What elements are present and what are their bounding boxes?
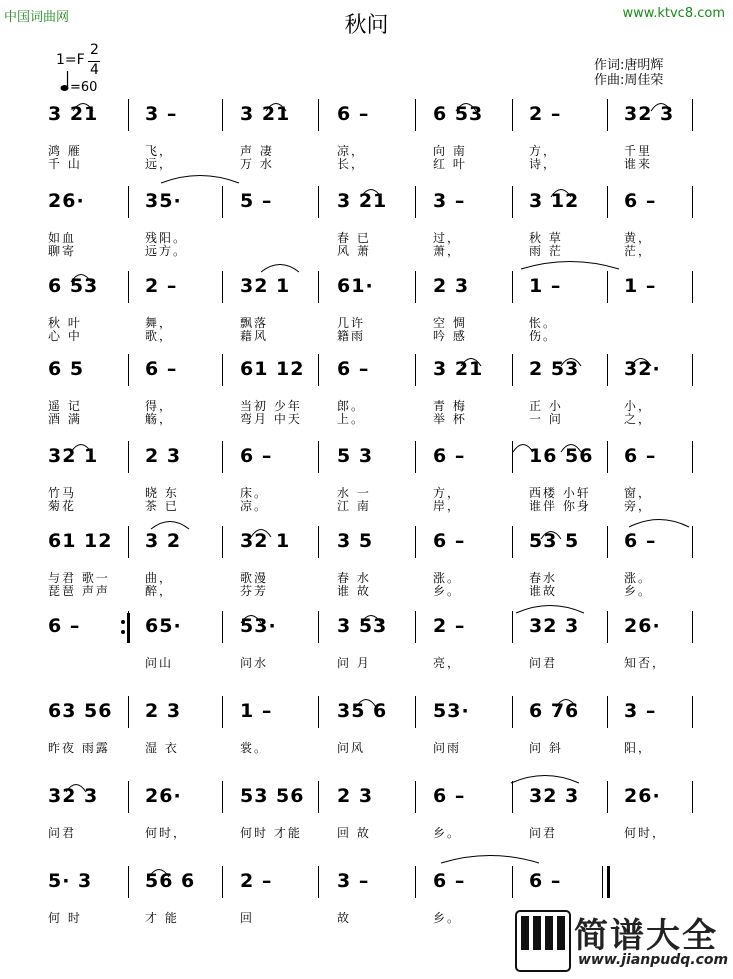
barline bbox=[128, 866, 129, 898]
lyric-verse-2: 茶 已 bbox=[145, 499, 179, 513]
lyric-verse-2: 举 杯 bbox=[433, 412, 467, 426]
lyric-verse-2: 谁伴 你身 bbox=[529, 499, 591, 513]
measure-notes: 6 – bbox=[433, 785, 466, 807]
barline bbox=[415, 354, 416, 386]
slur-mark bbox=[628, 516, 690, 528]
barline bbox=[222, 781, 223, 813]
barline bbox=[415, 186, 416, 218]
lyric-verse-2: 心 中 bbox=[48, 329, 82, 343]
lyric-verse-1: 晓 东 bbox=[145, 486, 179, 500]
final-barline bbox=[607, 866, 610, 898]
barline bbox=[692, 271, 693, 303]
measure-notes: 6 76 bbox=[529, 700, 580, 722]
time-signature-bottom: 4 bbox=[90, 62, 99, 78]
measure-notes: 26· bbox=[624, 785, 661, 807]
barline bbox=[222, 99, 223, 131]
lyric-verse-2: 诗， bbox=[529, 157, 558, 171]
lyric-verse-1: 何时 才能 bbox=[240, 826, 302, 840]
lyric-verse-1: 方， bbox=[433, 486, 462, 500]
barline bbox=[128, 354, 129, 386]
slur-mark bbox=[455, 100, 477, 112]
slur-mark bbox=[360, 186, 382, 198]
tempo-mark: =60 bbox=[70, 80, 98, 95]
lyricist-credit: 作词:唐明辉 bbox=[594, 58, 664, 73]
measure-notes: 6 – bbox=[433, 445, 466, 467]
lyric-verse-2: 千 山 bbox=[48, 157, 82, 171]
slur-mark bbox=[150, 518, 190, 530]
barline bbox=[318, 781, 319, 813]
measure-notes: 6 53 bbox=[48, 275, 99, 297]
lyric-verse-1: 涨。 bbox=[624, 571, 653, 585]
barline bbox=[128, 696, 129, 728]
measure-notes: 1 – bbox=[624, 275, 657, 297]
measure-notes: 32 3 bbox=[48, 785, 99, 807]
lyric-verse-2: 谁故 bbox=[529, 584, 558, 598]
lyric-verse-1: 问 月 bbox=[337, 656, 371, 670]
barline bbox=[128, 271, 129, 303]
lyric-verse-1: 秋 叶 bbox=[48, 316, 82, 330]
lyric-verse-1: 几许 bbox=[337, 316, 366, 330]
lyric-verse-2: 萧， bbox=[433, 244, 462, 258]
barline bbox=[222, 186, 223, 218]
measure-notes: 3 – bbox=[145, 103, 178, 125]
measure-notes: 35 6 bbox=[337, 700, 388, 722]
lyric-verse-1: 窗， bbox=[624, 486, 653, 500]
lyric-verse-2: 长， bbox=[337, 157, 366, 171]
barline bbox=[692, 99, 693, 131]
measure-notes: 32 3 bbox=[529, 615, 580, 637]
lyric-verse-2: 万 水 bbox=[240, 157, 274, 171]
lyric-verse-1: 春水 bbox=[529, 571, 558, 585]
slur-mark bbox=[630, 355, 652, 367]
barline bbox=[415, 271, 416, 303]
lyric-verse-1: 回 故 bbox=[337, 826, 371, 840]
song-title: 秋问 bbox=[344, 13, 389, 38]
lyric-verse-1: 问雨 bbox=[433, 741, 462, 755]
lyric-verse-1: 问风 bbox=[337, 741, 366, 755]
barline bbox=[607, 271, 608, 303]
measure-notes: 1 – bbox=[240, 700, 273, 722]
lyric-verse-1: 问山 bbox=[145, 656, 174, 670]
lyric-verse-2: 醉， bbox=[145, 584, 174, 598]
measure-notes: 26· bbox=[48, 190, 85, 212]
lyric-verse-1: 回 bbox=[240, 911, 255, 925]
barline bbox=[318, 866, 319, 898]
slur-mark bbox=[240, 612, 262, 624]
lyric-verse-1: 青 梅 bbox=[433, 399, 467, 413]
lyric-verse-1: 问 斜 bbox=[529, 741, 563, 755]
barline bbox=[692, 354, 693, 386]
lyric-verse-1: 问君 bbox=[529, 656, 558, 670]
measure-notes: 2 – bbox=[433, 615, 466, 637]
measure-notes: 3 21 bbox=[337, 190, 388, 212]
barline bbox=[318, 99, 319, 131]
lyric-verse-1: 舞， bbox=[145, 316, 174, 330]
lyric-verse-2: 藉风 bbox=[240, 329, 269, 343]
lyric-verse-2: 谁来 bbox=[624, 157, 653, 171]
slur-mark bbox=[72, 100, 94, 112]
measure-notes: 6 – bbox=[624, 445, 657, 467]
measure-notes: 26· bbox=[624, 615, 661, 637]
lyric-verse-1: 怅。 bbox=[529, 316, 558, 330]
lyric-verse-1: 郎。 bbox=[337, 399, 366, 413]
barline bbox=[128, 99, 129, 131]
barline bbox=[318, 611, 319, 643]
lyric-verse-1: 问君 bbox=[48, 826, 77, 840]
measure-notes: 6 – bbox=[529, 870, 562, 892]
lyric-verse-2: 雨 茫 bbox=[529, 244, 563, 258]
measure-notes: 2 – bbox=[145, 275, 178, 297]
barline bbox=[222, 526, 223, 558]
slur-mark bbox=[650, 100, 672, 112]
barline bbox=[607, 696, 608, 728]
site-url-right[interactable]: www.ktvc8.com bbox=[622, 6, 725, 21]
barline bbox=[607, 526, 608, 558]
measure-notes: 61· bbox=[337, 275, 374, 297]
measure-notes: 6 – bbox=[433, 530, 466, 552]
measure-notes: 63 56 bbox=[48, 700, 113, 722]
slur-mark bbox=[70, 271, 92, 283]
lyric-verse-1: 凉， bbox=[337, 144, 366, 158]
lyric-verse-1: 声 凄 bbox=[240, 144, 274, 158]
measure-notes: 53 56 bbox=[240, 785, 305, 807]
lyric-verse-2: 乡。 bbox=[624, 584, 653, 598]
measure-notes: 6 – bbox=[337, 103, 370, 125]
slur-mark bbox=[512, 441, 534, 453]
slur-mark bbox=[515, 602, 585, 614]
lyric-verse-1: 春 水 bbox=[337, 571, 371, 585]
measure-notes: 5 – bbox=[240, 190, 273, 212]
lyric-verse-1: 得， bbox=[145, 399, 174, 413]
barline bbox=[415, 526, 416, 558]
barline bbox=[128, 781, 129, 813]
barline bbox=[222, 271, 223, 303]
lyric-verse-2: 歌， bbox=[145, 329, 174, 343]
barline bbox=[415, 866, 416, 898]
lyric-verse-2: 聊寄 bbox=[48, 244, 77, 258]
measure-notes: 32 1 bbox=[240, 530, 291, 552]
lyric-verse-2: 远， bbox=[145, 157, 174, 171]
barline bbox=[512, 696, 513, 728]
barline bbox=[512, 99, 513, 131]
lyric-verse-1: 问君 bbox=[529, 826, 558, 840]
lyric-verse-1: 乡。 bbox=[433, 826, 462, 840]
slur-mark bbox=[250, 526, 272, 538]
measure-notes: 3 – bbox=[433, 190, 466, 212]
lyric-verse-1: 残阳。 bbox=[145, 231, 188, 245]
lyric-verse-1: 春 已 bbox=[337, 231, 371, 245]
measure-notes: 2 3 bbox=[433, 275, 470, 297]
barline bbox=[512, 611, 513, 643]
final-barline-thin bbox=[602, 866, 603, 898]
lyric-verse-2: 江 南 bbox=[337, 499, 371, 513]
slur-mark bbox=[440, 852, 540, 864]
barline bbox=[415, 781, 416, 813]
measure-notes: 3 2 bbox=[145, 530, 182, 552]
measure-notes: 2 3 bbox=[145, 700, 182, 722]
measure-notes: 26· bbox=[145, 785, 182, 807]
lyric-verse-1: 鸿 雁 bbox=[48, 144, 82, 158]
lyric-verse-2: 风 萧 bbox=[337, 244, 371, 258]
barline bbox=[415, 611, 416, 643]
barline bbox=[318, 526, 319, 558]
time-signature-top: 2 bbox=[90, 42, 99, 58]
logo-url[interactable]: www.jianpudq.com bbox=[578, 952, 729, 968]
slur-mark bbox=[265, 100, 287, 112]
lyric-verse-2: 红 叶 bbox=[433, 157, 467, 171]
measure-notes: 61 12 bbox=[48, 530, 113, 552]
key-signature: 1=F bbox=[56, 52, 85, 68]
measure-notes: 32 1 bbox=[48, 445, 99, 467]
barline bbox=[415, 99, 416, 131]
lyric-verse-2: 籍雨 bbox=[337, 329, 366, 343]
barline bbox=[415, 441, 416, 473]
barline bbox=[318, 186, 319, 218]
measure-notes: 2 3 bbox=[337, 785, 374, 807]
lyric-verse-1: 问水 bbox=[240, 656, 269, 670]
barline bbox=[128, 441, 129, 473]
composer-credit: 作曲:周佳荣 bbox=[594, 73, 664, 88]
lyric-verse-2: 弯月 中天 bbox=[240, 412, 302, 426]
slur-mark bbox=[560, 355, 582, 367]
lyric-verse-1: 向 南 bbox=[433, 144, 467, 158]
barline bbox=[222, 441, 223, 473]
lyric-verse-2: 上。 bbox=[337, 412, 366, 426]
slur-mark bbox=[160, 172, 240, 184]
lyric-verse-1: 方， bbox=[529, 144, 558, 158]
measure-notes: 6 – bbox=[145, 358, 178, 380]
lyric-verse-1: 曲， bbox=[145, 571, 174, 585]
lyric-verse-1: 正 小 bbox=[529, 399, 563, 413]
lyric-verse-2: 谁 故 bbox=[337, 584, 371, 598]
measure-notes: 56 6 bbox=[145, 870, 196, 892]
measure-notes: 53· bbox=[240, 615, 277, 637]
lyric-verse-2: 凉。 bbox=[240, 499, 269, 513]
lyric-verse-1: 空 惆 bbox=[433, 316, 467, 330]
measure-notes: 3 53 bbox=[337, 615, 388, 637]
lyric-verse-2: 伤。 bbox=[529, 329, 558, 343]
slur-mark bbox=[555, 696, 577, 708]
measure-notes: 2 – bbox=[240, 870, 273, 892]
piano-keys-icon bbox=[515, 910, 571, 976]
measure-notes: 3 5 bbox=[337, 530, 374, 552]
lyric-verse-2: 琵琶 声声 bbox=[48, 584, 110, 598]
slur-mark bbox=[550, 186, 572, 198]
lyric-verse-1: 涨。 bbox=[433, 571, 462, 585]
lyric-verse-1: 千里 bbox=[624, 144, 653, 158]
measure-notes: 3 21 bbox=[240, 103, 291, 125]
barline bbox=[128, 526, 129, 558]
barline bbox=[692, 441, 693, 473]
barline bbox=[222, 611, 223, 643]
lyric-verse-1: 黄， bbox=[624, 231, 653, 245]
barline bbox=[318, 441, 319, 473]
measure-notes: 61 12 bbox=[240, 358, 305, 380]
lyric-verse-2: 吟 感 bbox=[433, 329, 467, 343]
slur-mark bbox=[510, 772, 580, 784]
barline bbox=[692, 611, 693, 643]
barline bbox=[607, 99, 608, 131]
barline bbox=[512, 866, 513, 898]
lyric-verse-1: 与君 歌一 bbox=[48, 571, 110, 585]
lyric-verse-2: 茫， bbox=[624, 244, 653, 258]
measure-notes: 53 5 bbox=[529, 530, 580, 552]
measure-notes: 2 53 bbox=[529, 358, 580, 380]
quarter-note-icon bbox=[60, 70, 70, 96]
measure-notes: 5 3 bbox=[337, 445, 374, 467]
lyric-verse-2: 芬芳 bbox=[240, 584, 269, 598]
lyric-verse-1: 西楼 小轩 bbox=[529, 486, 591, 500]
barline bbox=[692, 696, 693, 728]
measure-notes: 6 – bbox=[48, 615, 81, 637]
lyric-verse-1: 小， bbox=[624, 399, 653, 413]
lyric-verse-1: 故 bbox=[337, 911, 352, 925]
lyric-verse-1: 裳。 bbox=[240, 741, 269, 755]
lyric-verse-2: 酒 满 bbox=[48, 412, 82, 426]
site-name-left[interactable]: 中国词曲网 bbox=[4, 10, 70, 25]
barline bbox=[692, 781, 693, 813]
slur-mark bbox=[70, 441, 92, 453]
slur-mark bbox=[260, 261, 300, 273]
barline bbox=[415, 696, 416, 728]
barline bbox=[607, 441, 608, 473]
lyric-verse-2: 乡。 bbox=[433, 584, 462, 598]
slur-mark bbox=[360, 612, 382, 624]
barline bbox=[692, 526, 693, 558]
lyric-verse-1: 才 能 bbox=[145, 911, 179, 925]
measure-notes: 35· bbox=[145, 190, 182, 212]
slur-mark bbox=[148, 866, 170, 878]
measure-notes: 3 12 bbox=[529, 190, 580, 212]
barline bbox=[318, 354, 319, 386]
measure-notes: 32 3 bbox=[624, 103, 675, 125]
measure-notes: 5· 3 bbox=[48, 870, 93, 892]
lyric-verse-1: 秋 草 bbox=[529, 231, 563, 245]
measure-notes: 32 1 bbox=[240, 275, 291, 297]
lyric-verse-1: 何时， bbox=[624, 826, 667, 840]
measure-notes: 6 – bbox=[624, 190, 657, 212]
lyric-verse-1: 水 一 bbox=[337, 486, 371, 500]
lyric-verse-1: 乡。 bbox=[433, 911, 462, 925]
slur-mark bbox=[540, 528, 562, 540]
lyric-verse-2: 岸， bbox=[433, 499, 462, 513]
measure-notes: 6 – bbox=[624, 530, 657, 552]
barline bbox=[318, 271, 319, 303]
lyric-verse-2: 一 问 bbox=[529, 412, 563, 426]
measure-notes: 3 – bbox=[337, 870, 370, 892]
measure-notes: 6 5 bbox=[48, 358, 85, 380]
barline bbox=[222, 354, 223, 386]
measure-notes: 6 53 bbox=[433, 103, 484, 125]
barline bbox=[607, 781, 608, 813]
measure-notes: 53· bbox=[433, 700, 470, 722]
lyric-verse-1: 亮， bbox=[433, 656, 462, 670]
lyric-verse-1: 知否， bbox=[624, 656, 667, 670]
lyric-verse-2: 远方。 bbox=[145, 244, 188, 258]
repeat-sign-icon bbox=[120, 613, 132, 647]
measure-notes: 16 56 bbox=[529, 445, 594, 467]
lyric-verse-1: 飞， bbox=[145, 144, 174, 158]
barline bbox=[607, 354, 608, 386]
slur-mark bbox=[560, 441, 582, 453]
barline bbox=[128, 186, 129, 218]
measure-notes: 32· bbox=[624, 358, 661, 380]
measure-notes: 65· bbox=[145, 615, 182, 637]
lyric-verse-1: 遥 记 bbox=[48, 399, 82, 413]
lyric-verse-1: 如血 bbox=[48, 231, 77, 245]
lyric-verse-1: 当初 少年 bbox=[240, 399, 302, 413]
measure-notes: 6 – bbox=[240, 445, 273, 467]
lyric-verse-1: 何时， bbox=[145, 826, 188, 840]
slur-mark bbox=[65, 781, 87, 793]
lyric-verse-2: 之， bbox=[624, 412, 653, 426]
measure-notes: 6 – bbox=[337, 358, 370, 380]
measure-notes: 6 – bbox=[433, 870, 466, 892]
barline bbox=[318, 696, 319, 728]
lyric-verse-1: 昨夜 雨露 bbox=[48, 741, 110, 755]
measure-notes: 3 – bbox=[624, 700, 657, 722]
barline bbox=[222, 696, 223, 728]
lyric-verse-2: 旁， bbox=[624, 499, 653, 513]
measure-notes: 1 – bbox=[529, 275, 562, 297]
barline bbox=[222, 866, 223, 898]
measure-notes: 2 – bbox=[529, 103, 562, 125]
barline bbox=[692, 186, 693, 218]
lyric-verse-2: 菊花 bbox=[48, 499, 77, 513]
barline bbox=[512, 271, 513, 303]
lyric-verse-1: 歌漫 bbox=[240, 571, 269, 585]
lyric-verse-1: 竹马 bbox=[48, 486, 77, 500]
measure-notes: 2 3 bbox=[145, 445, 182, 467]
barline bbox=[512, 186, 513, 218]
measure-notes: 32 3 bbox=[529, 785, 580, 807]
slur-mark bbox=[520, 258, 620, 270]
barline bbox=[512, 526, 513, 558]
logo-text: 简谱大全 bbox=[574, 916, 718, 956]
lyric-verse-1: 阳， bbox=[624, 741, 653, 755]
lyric-verse-2: 觞， bbox=[145, 412, 174, 426]
lyric-verse-1: 湿 衣 bbox=[145, 741, 179, 755]
measure-notes: 3 21 bbox=[433, 358, 484, 380]
slur-mark bbox=[460, 355, 482, 367]
barline bbox=[607, 611, 608, 643]
barline bbox=[607, 186, 608, 218]
lyric-verse-1: 飘落 bbox=[240, 316, 269, 330]
slur-mark bbox=[355, 696, 377, 708]
lyric-verse-1: 何 时 bbox=[48, 911, 82, 925]
measure-notes: 3 21 bbox=[48, 103, 99, 125]
barline bbox=[512, 781, 513, 813]
lyric-verse-1: 过， bbox=[433, 231, 462, 245]
barline bbox=[512, 354, 513, 386]
lyric-verse-1: 床。 bbox=[240, 486, 269, 500]
